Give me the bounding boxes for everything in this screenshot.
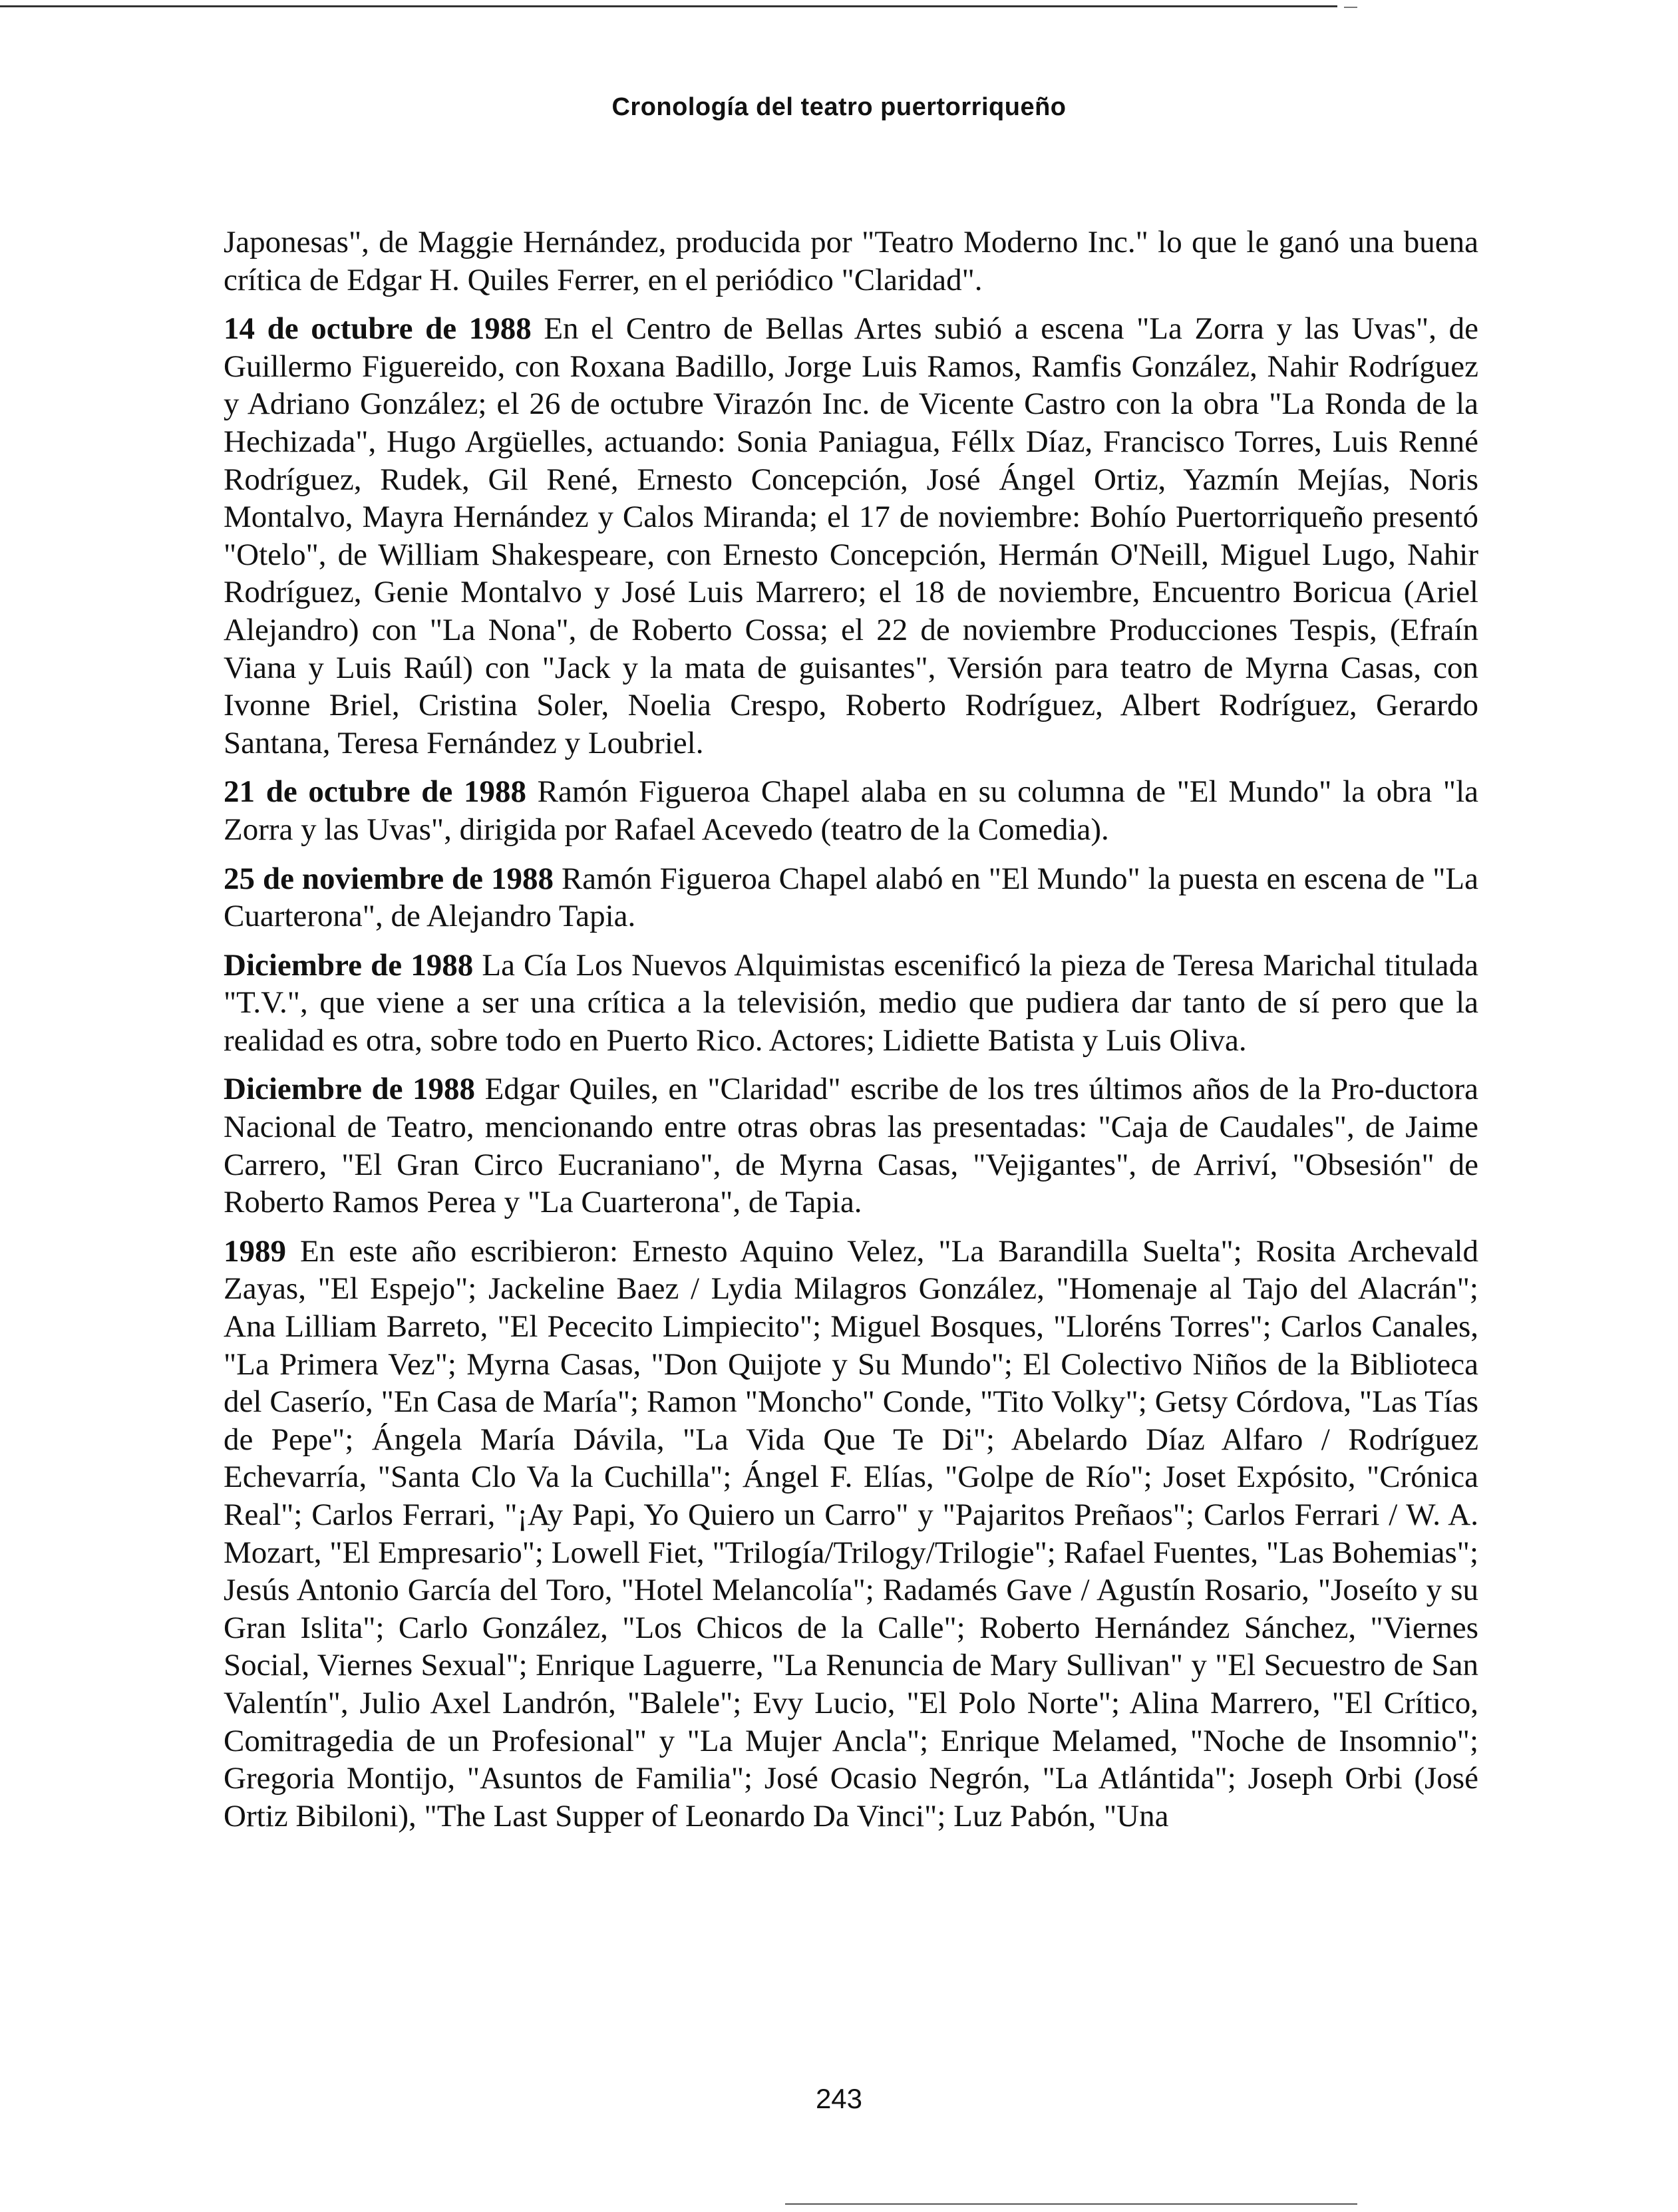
entry-text: Edgar Quiles, en "Claridad" escribe de los tres últimos años de la Pro-ductora Nacional de Teatro, mencionando entre otras obras las presentadas: "Caja de Caudales", de Jaime Carrero, "El Gran Circo Eucraniano", de Myrna Casas, "Vejigantes", de Arriví, "Obsesión" de Roberto Ramos Perea y "La Cuarterona", de Tapia. xyxy=(224,1072,1478,1220)
paragraph xyxy=(224,310,1478,762)
entry-text: Ramón Figueroa Chapel alabó en "El Mundo" la puesta en escena de "La Cuarterona", de Alejandro Tapia. xyxy=(224,861,1478,934)
paragraph xyxy=(224,224,1478,299)
entry-text: En el Centro de Bellas Artes subió a escena "La Zorra y las Uvas", de Guillermo Figuereido, con Roxana Badillo, Jorge Luis Ramos, Ramfis González, Nahir Rodríguez y Adriano González; el 26 de octubre Virazón Inc. de Vicente Castro con la obra "La Ronda de la Hechizada", Hugo Argüelles, actuando: Sonia Paniagua, Féllx Díaz, Francisco Torres, Luis Renné Rodríguez, Rudek, Gil René, Ernesto Concepción, José Ángel Ortiz, Yazmín Mejías, Noris Montalvo, Mayra Hernández y Calos Miranda; el 17 de noviembre: Bohío Puertorriqueño presentó "Otelo", de William Shakespeare, con Ernesto Concepción, Hermán O'Neill, Miguel Lugo, Nahir Rodríguez, Genie Montalvo y José Luis Marrero; el 18 de noviembre, Encuentro Boricua (Ariel Alejandro) con "La Nona", de Roberto Cossa; el 22 de noviembre Producciones Tespis, (Efraín Viana y Luis Raúl) con "Jack y la mata de guisantes", Versión para teatro de Myrna Casas, con Ivonne Briel, Cristina Soler, Noelia Crespo, Roberto Rodríguez, Albert Rodríguez, Gerardo Santana, Teresa Fernández y Loubriel. xyxy=(224,311,1478,760)
entry-text: Japonesas", de Maggie Hernández, producida por "Teatro Moderno Inc." lo que le ganó una buena crítica de Edgar H. Quiles Ferrer, en el periódico "Claridad". xyxy=(224,225,1478,297)
top-rule xyxy=(0,5,1337,7)
entry-date: Diciembre de 1988 xyxy=(224,947,474,983)
paragraph xyxy=(224,773,1478,848)
entry-date: 21 de octubre de 1988 xyxy=(224,774,526,810)
paragraph xyxy=(224,1070,1478,1221)
entry-text: En este año escribieron: Ernesto Aquino Velez, "La Barandilla Suelta"; Rosita Archevald Zayas, "El Espejo"; Jackeline Baez / Lydia Milagros González, "Homenaje al Tajo del Alacrán"; Ana Lilliam Barreto, "El Pececito Limpiecito"; Miguel Bosques, "Lloréns Torres"; Carlos Canales, "La Primera Vez"; Myrna Casas, "Don Quijote y Su Mundo"; El Colectivo Niños de la Biblioteca del Caserío, "En Casa de María"; Ramon "Moncho" Conde, "Tito Volky"; Getsy Córdova, "Las Tías de Pepe"; Ángela María Dávila, "La Vida Que Te Di"; Abelardo Díaz Alfaro / Rodríguez Echevarría, "Santa Clo Va la Cuchilla"; Ángel F. Elías, "Golpe de Río"; Joset Expósito, "Crónica Real"; Carlos Ferrari, "¡Ay Papi, Yo Quiero un Carro" y "Pajaritos Preñaos"; Carlos Ferrari / W. A. Mozart, "El Empresario"; Lowell Fiet, "Trilogía/Trilogy/Trilogie"; Rafael Fuentes, "Las Bohemias"; Jesús Antonio García del Toro, "Hotel Melancolía"; Radamés Gave / Agustín Rosario, "Joseíto y su Gran Islita"; Carlo González, "Los Chicos de la Calle"; Roberto Hernández Sánchez, "Viernes Social, Viernes Sexual"; Enrique Laguerre, "La Renuncia de Mary Sullivan" y "El Secuestro de San Valentín", Julio Axel Landrón, "Balele"; Evy Lucio, "El Polo Norte"; Alina Marrero, "El Crítico, Comitragedia de un Profesional" y "La Mujer Ancla"; Enrique Melamed, "Noche de Insomnio"; Gregoria Montijo, "Asuntos de Familia"; José Ocasio Negrón, "La Atlántida"; Joseph Orbi (José Ortiz Bibiloni), "The Last Supper of Leonardo Da Vinci"; Luz Pabón, "Una xyxy=(224,1233,1478,1833)
paragraph xyxy=(224,860,1478,935)
entry-date: 14 de octubre de 1988 xyxy=(224,311,532,347)
running-title: Cronología del teatro puertorriqueño xyxy=(611,93,1067,121)
entry-date: 25 de noviembre de 1988 xyxy=(224,861,554,896)
top-rule-tail xyxy=(1344,7,1357,8)
paragraph xyxy=(224,1233,1478,1835)
page-number: 243 xyxy=(815,2083,863,2114)
entry-date: Diciembre de 1988 xyxy=(224,1072,476,1107)
paragraph xyxy=(224,947,1478,1060)
bottom-rule xyxy=(785,2203,1357,2205)
entry-text: La Cía Los Nuevos Alquimistas escenificó la pieza de Teresa Marichal titulada "T.V.", que viene a ser una crítica a la televisión, medio que pudiera dar tanto de sí pero que la realidad es otra, sobre todo en Puerto Rico. Actores; Lidiette Batista y Luis Oliva. xyxy=(224,947,1478,1058)
entry-text: Ramón Figueroa Chapel alaba en su columna de "El Mundo" la obra "la Zorra y las Uvas", dirigida por Rafael Acevedo (teatro de la Comedia). xyxy=(224,774,1478,847)
page-body xyxy=(224,224,1478,1846)
entry-date: 1989 xyxy=(224,1233,286,1269)
